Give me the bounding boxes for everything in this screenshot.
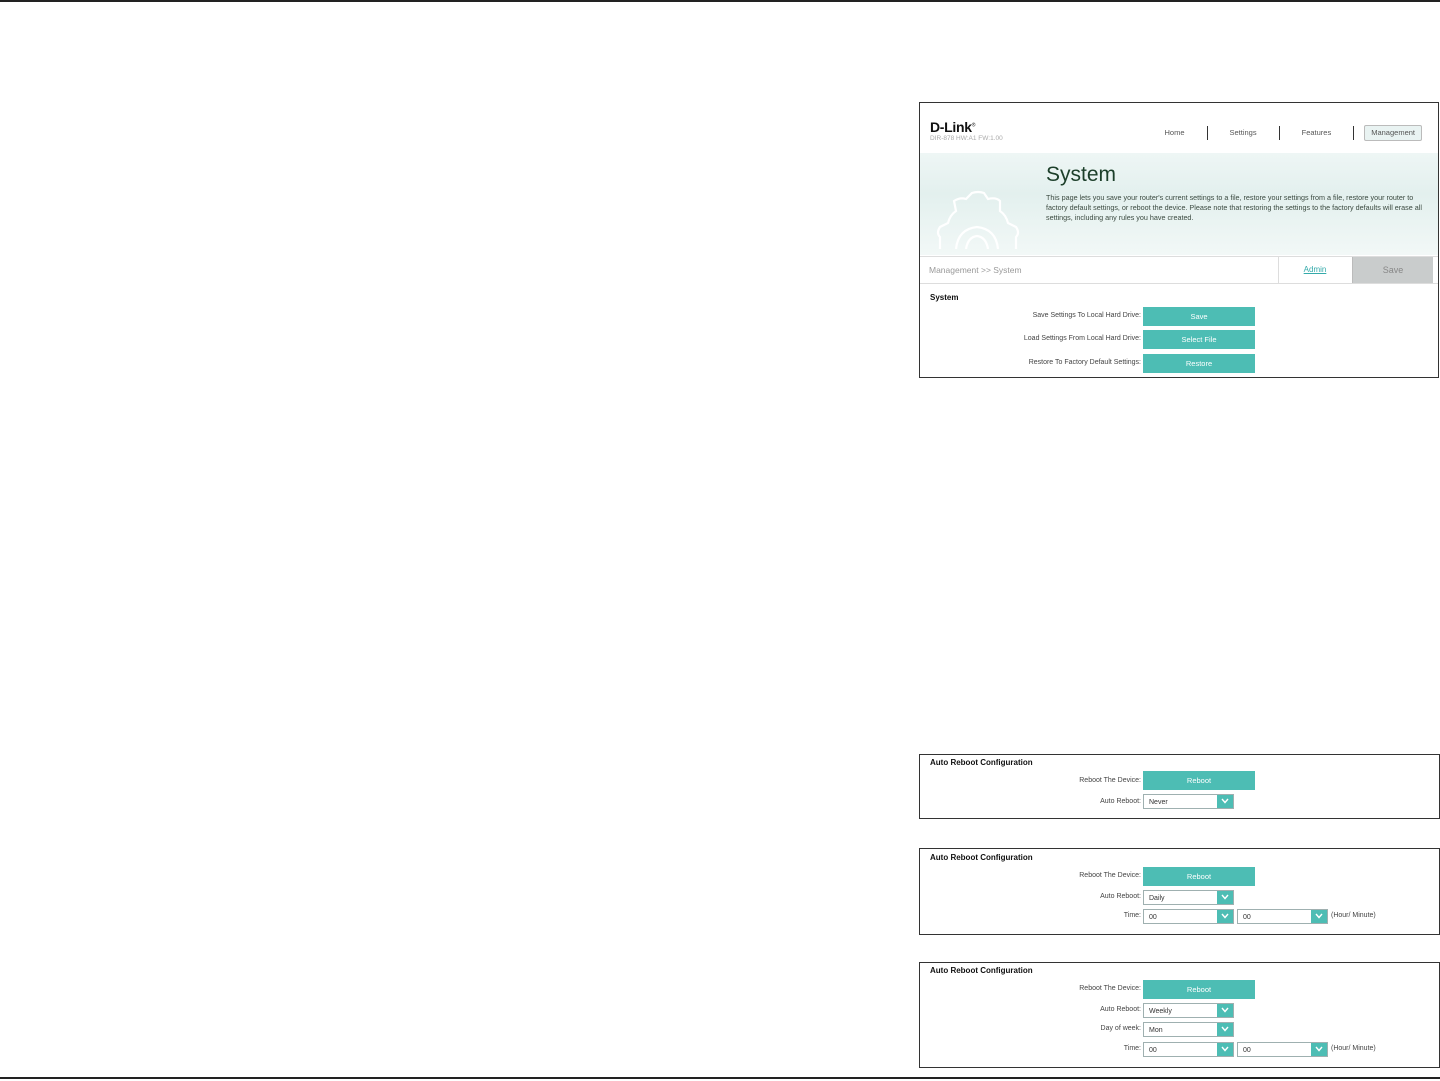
time-label: Time:	[1123, 1045, 1141, 1052]
breadcrumb-bar	[920, 256, 1438, 284]
restore-label: Restore To Factory Default Settings:	[1028, 359, 1141, 366]
chevron-down-icon	[1217, 1043, 1233, 1056]
reboot-device-label: Reboot The Device:	[1079, 777, 1141, 784]
auto-reboot-select[interactable]	[1143, 794, 1234, 809]
auto-reboot-label: Auto Reboot:	[1100, 893, 1141, 900]
nav-separator	[1353, 126, 1354, 140]
breadcrumb: Management >> System	[929, 265, 1022, 275]
gear-icon	[932, 187, 1022, 249]
time-hint: (Hour/ Minute)	[1331, 1045, 1376, 1052]
auto-reboot-heading: Auto Reboot Configuration	[930, 758, 1033, 767]
chevron-down-icon	[1311, 1043, 1327, 1056]
page-bottom-rule	[0, 1077, 1440, 1079]
top-nav	[1142, 123, 1422, 143]
model-info: DIR-878 HW:A1 FW:1.00	[930, 135, 1003, 142]
load-settings-label: Load Settings From Local Hard Drive:	[1023, 335, 1141, 342]
day-of-week-value: Mon	[1149, 1027, 1163, 1034]
page-top-rule	[0, 0, 1440, 2]
reboot-device-label: Reboot The Device:	[1079, 985, 1141, 992]
auto-reboot-select[interactable]	[1143, 1003, 1234, 1018]
reboot-button[interactable]: Reboot	[1143, 771, 1255, 790]
save-settings-label: Save Settings To Local Hard Drive:	[1032, 312, 1141, 319]
auto-reboot-heading: Auto Reboot Configuration	[930, 853, 1033, 862]
nav-home[interactable]: Home	[1164, 128, 1185, 137]
system-section-heading: System	[930, 293, 959, 302]
minute-value: 00	[1243, 914, 1251, 921]
nav-features[interactable]: Features	[1279, 126, 1354, 140]
auto-reboot-value: Daily	[1149, 895, 1165, 902]
day-of-week-select[interactable]	[1143, 1022, 1234, 1037]
auto-reboot-label: Auto Reboot:	[1100, 1006, 1141, 1013]
reboot-button[interactable]: Reboot	[1143, 980, 1255, 999]
save-button[interactable]: Save	[1352, 257, 1433, 283]
auto-reboot-panel-weekly	[919, 962, 1440, 1068]
time-hint: (Hour/ Minute)	[1331, 912, 1376, 919]
day-of-week-label: Day of week:	[1100, 1025, 1141, 1032]
auto-reboot-panel-never	[919, 754, 1440, 819]
chevron-down-icon	[1311, 910, 1327, 923]
restore-button[interactable]: Restore	[1143, 354, 1255, 373]
chevron-down-icon	[1217, 795, 1233, 808]
system-page-screenshot	[919, 102, 1439, 378]
minute-select[interactable]	[1237, 909, 1328, 924]
auto-reboot-panel-daily	[919, 848, 1440, 935]
chevron-down-icon	[1217, 1023, 1233, 1036]
reboot-device-label: Reboot The Device:	[1079, 872, 1141, 879]
auto-reboot-heading: Auto Reboot Configuration	[930, 966, 1033, 975]
hour-value: 00	[1149, 914, 1157, 921]
minute-select[interactable]	[1237, 1042, 1328, 1057]
select-file-button[interactable]: Select File	[1143, 330, 1255, 349]
page-title: System	[1046, 163, 1117, 186]
chevron-down-icon	[1217, 1004, 1233, 1017]
nav-management[interactable]: Management	[1364, 125, 1422, 141]
minute-value: 00	[1243, 1047, 1251, 1054]
dlink-logo: D-Link®	[930, 119, 976, 135]
page-description: This page lets you save your router's current settings to a file, restore your settings from a file, restore your router to factory default settings, or reboot the device. Please note that restoring the settings to the factory defaults will erase all settings, including any rules you have created.	[1046, 193, 1422, 222]
time-label: Time:	[1123, 912, 1141, 919]
save-settings-button[interactable]: Save	[1143, 307, 1255, 326]
reboot-button[interactable]: Reboot	[1143, 867, 1255, 886]
hero-banner	[920, 153, 1438, 255]
chevron-down-icon	[1217, 891, 1233, 904]
auto-reboot-value: Weekly	[1149, 1008, 1172, 1015]
auto-reboot-label: Auto Reboot:	[1100, 798, 1141, 805]
auto-reboot-value: Never	[1149, 799, 1168, 806]
auto-reboot-select[interactable]	[1143, 890, 1234, 905]
nav-settings[interactable]: Settings	[1207, 126, 1279, 140]
hour-select[interactable]	[1143, 1042, 1234, 1057]
chevron-down-icon	[1217, 910, 1233, 923]
hour-select[interactable]	[1143, 909, 1234, 924]
hour-value: 00	[1149, 1047, 1157, 1054]
tab-admin[interactable]: Admin	[1278, 257, 1351, 283]
